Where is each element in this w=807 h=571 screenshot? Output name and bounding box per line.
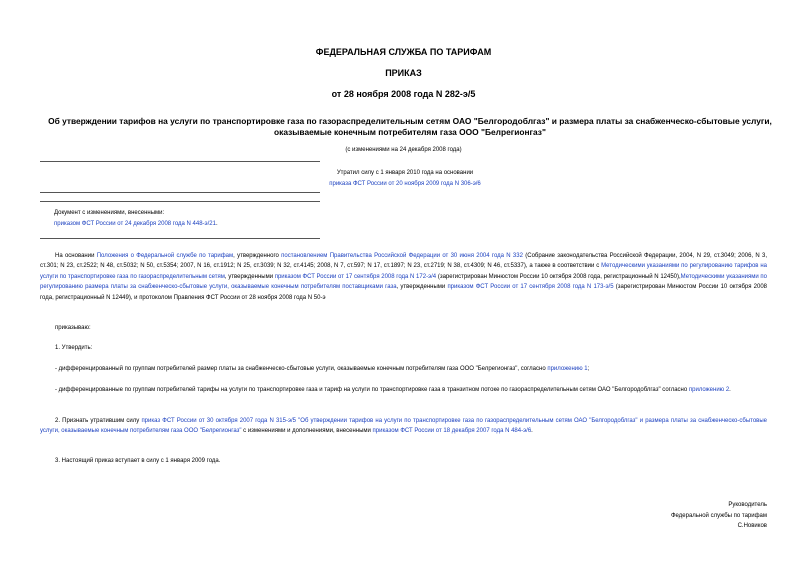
link-order-315[interactable]: приказ ФСТ России от 30 октября 2007 года N 315-э/5 "Об утверждении тарифов на услуги по транспортировке газа по газораспределительным сетям ОАО "Белгородоблгаз" и размера платы за снабженческо-сбытовые услуги, оказываемые конечным потребителям газа ООО "Белрегионгаз" (40, 418, 767, 435)
changes-label: Документ с изменениями, внесенными: (54, 210, 165, 216)
status-link[interactable]: приказа ФСТ России от 20 ноября 2009 года N 306-э/6 (329, 181, 481, 187)
link-methodology-transport[interactable]: Методическими указаниями по регулированию тарифов на услуги по транспортировке газа по газораспределительным сетям (40, 263, 767, 280)
item-2: 2. Признать утратившим силу приказ ФСТ России от 30 октября 2007 года N 315-э/5 "Об утверждении тарифов на услуги по транспортировке газа по газораспределительным сетям ОАО "Белгородоблгаз" и размера платы за снабженческо-сбытовые услуги, оказываемые конечным потребителям газа ООО "Белрегионгаз" с изменениями и дополнениями, внесенными приказом ФСТ России от 18 декабря 2007 года N 484-э/6. (40, 418, 767, 435)
link-order-484[interactable]: приказом ФСТ России от 18 декабря 2007 года N 484-э/6 (372, 428, 532, 435)
doc-title: Об утверждении тарифов на услуги по транспортировке газа по газораспределительным сетям ОАО "Белгородоблгаз" и размера платы за снабженческо-сбытовые услуги, оказываемые конечным потребителям газа ООО "Белрегионгаз" (48, 116, 772, 137)
signature-name: С.Новиков (737, 523, 767, 529)
link-order-172[interactable]: приказом ФСТ России от 17 сентября 2008 года N 172-э/4 (274, 273, 437, 280)
divider (40, 238, 320, 239)
orders-word: приказываю: (55, 325, 91, 331)
doc-type: ПРИКАЗ (385, 68, 422, 78)
changes-link[interactable]: приказом ФСТ России от 24 декабря 2008 года N 448-э/21 (54, 221, 216, 227)
item-3: 3. Настоящий приказ вступает в силу с 1 января 2009 года. (55, 458, 221, 464)
link-order-173[interactable]: приказом ФСТ России от 17 сентября 2008 года N 173-э/5 (447, 284, 614, 291)
status-line: Утратил силу с 1 января 2010 года на основании (336, 170, 474, 176)
link-government-decree[interactable]: постановлением Правительства Российской Федерации от 30 июня 2004 года N 332 (281, 253, 523, 259)
item-1-heading: 1. Утвердить: (55, 345, 93, 351)
changes-line (54, 219, 354, 229)
signature-role-2: Федеральной службы по тарифам (671, 512, 767, 519)
item-1-sub-2: - дифференцированные по группам потребителей тарифы на услуги по транспортировке газа и тариф на услуги по транспортировке газа в транзитном потоке по газораспределительным сетям ОАО "Белгородоблгаз" согласно приложению 2. (55, 387, 731, 393)
divider (40, 201, 320, 202)
link-methodology-supply[interactable]: Методическими указаниями по регулированию размера платы за снабженческо-сбытовые услуги, оказываемые конечным потребителям поставщиками газа (40, 273, 767, 291)
link-regulation[interactable]: Положения о Федеральной службе по тарифам (96, 253, 234, 259)
signature-block (467, 500, 767, 532)
link-appendix-2[interactable]: приложению 2 (688, 387, 730, 393)
signature-role-1: Руководитель (728, 502, 767, 508)
preamble: На основании Положения о Федеральной службе по тарифам, утвержденного постановлением Правительства Российской Федерации от 30 июня 2004 года N 332 (Собрание законодательства Российской Федерации, 2004, N 29, ст.3049; 2006, N 3, ст.301; N 23, ст.2522; N 48, ст.5032; N 50, ст.5354; 2007, N 16, ст.1912; N 25, ст.3039; N 32, ст.4145; 2008, N 7, ст.597; N 17, ст.1897; N 23, ст.2719; N 38, ст.4309; N 46, ст.5337), а также в соответствии с Методическими указаниями по регулированию тарифов на услуги по транспортировке газа по газораспределительным сетям, утвержденными приказом ФСТ России от 17 сентября 2008 года N 172-э/4 (зарегистрирован Минюстом России 10 октября 2008 года, регистрационный N 12450),Методическими указаниями по регулированию размера платы за снабженческо-сбытовые услуги, оказываемые конечным потребителям поставщиками газа, утвержденными приказом ФСТ России от 17 сентября 2008 года N 173-э/5 (зарегистрирован Минюстом России 10 октября 2008 года, регистрационный N 12449), и протоколом Правления ФСТ России от 28 ноября 2008 года N 50-э (40, 253, 767, 301)
changes-tail: . (215, 221, 218, 227)
agency-name: ФЕДЕРАЛЬНАЯ СЛУЖБА ПО ТАРИФАМ (315, 47, 492, 57)
item-1-sub-1: - дифференцированный по группам потребителей размер платы за снабженческо-сбытовые услуги, оказываемые конечным потребителям газа ООО "Белрегионгаз", согласно приложению 1; (55, 366, 590, 372)
amended-note: (с изменениями на 24 декабря 2008 года) (345, 147, 462, 153)
divider (40, 161, 320, 162)
link-appendix-1[interactable]: приложению 1 (547, 366, 588, 372)
doc-date-number: от 28 ноября 2008 года N 282-э/5 (331, 89, 476, 99)
divider (40, 192, 320, 193)
